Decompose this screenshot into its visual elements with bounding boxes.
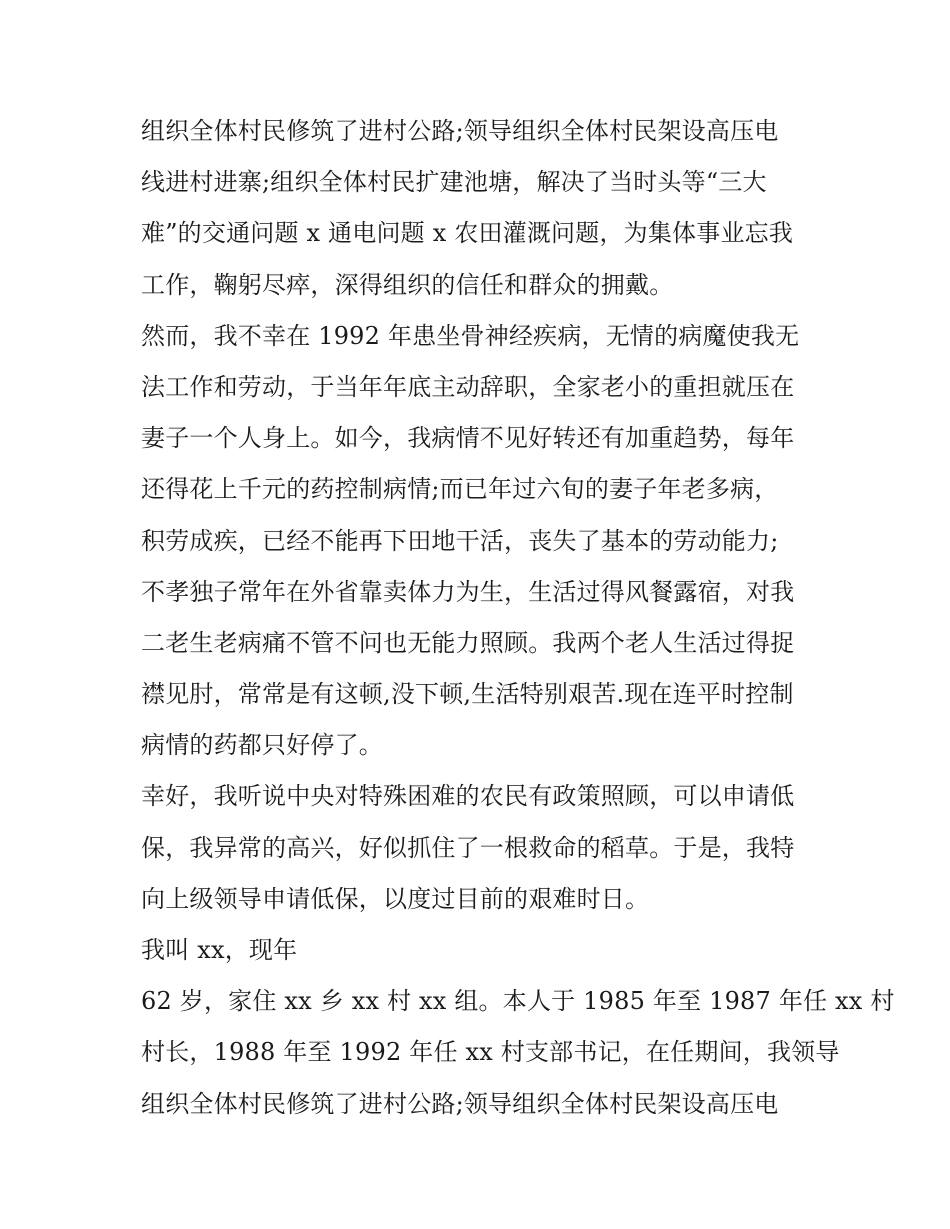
text-line: 还得花上千元的药控制病情;而已年过六旬的妻子年老多病，: [141, 475, 779, 504]
text-line: 妻子一个人身上。如今，我病情不见好转还有加重趋势，每年: [141, 424, 795, 453]
text-line: 村长，1988 年至 1992 年任 xx 村支部书记，在任期间，我领导: [141, 1038, 840, 1067]
text-line: 法工作和劳动，于当年年底主动辞职，全家老小的重担就压在: [141, 372, 795, 401]
text-line: 工作，鞠躬尽瘁，深得组织的信任和群众的拥戴。: [141, 270, 674, 299]
text-line: 然而，我不幸在 1992 年患坐骨神经疾病，无情的病魔使我无: [141, 321, 800, 350]
text-line: 二老生老病痛不管不问也无能力照顾。我两个老人生活过得捉: [141, 628, 795, 657]
text-line: 襟见肘，常常是有这顿,没下顿,生活特别艰苦.现在连平时控制: [141, 680, 794, 709]
text-line: 病情的药都只好停了。: [141, 731, 383, 760]
text-line: 组织全体村民修筑了进村公路;领导组织全体村民架设高压电: [141, 117, 779, 145]
text-line: 向上级领导申请低保，以度过目前的艰难时日。: [141, 884, 650, 913]
text-line: 难”的交通问题 x 通电问题 x 农田灌溉问题，为集体事业忘我: [141, 219, 794, 248]
text-line: 不孝独子常年在外省靠卖体力为生，生活过得风餐露宿，对我: [141, 577, 795, 606]
text-line: 线进村进寨;组织全体村民扩建池塘，解决了当时头等“三大: [141, 168, 767, 197]
text-line: 积劳成疾，已经不能再下田地干活，丧失了基本的劳动能力;: [141, 526, 779, 555]
body-text: [141, 106, 895, 1130]
text-line: 保，我异常的高兴，好似抓住了一根救命的稻草。于是，我特: [141, 833, 795, 862]
text-line: 我叫 xx，现年: [141, 936, 298, 964]
text-line: 62 岁，家住 xx 乡 xx 村 xx 组。本人于 1985 年至 1987 年任 xx 村: [141, 987, 895, 1016]
text-line: 幸好，我听说中央对特殊困难的农民有政策照顾，可以申请低: [141, 782, 795, 811]
text-line: 组织全体村民修筑了进村公路;领导组织全体村民架设高压电: [141, 1089, 779, 1118]
